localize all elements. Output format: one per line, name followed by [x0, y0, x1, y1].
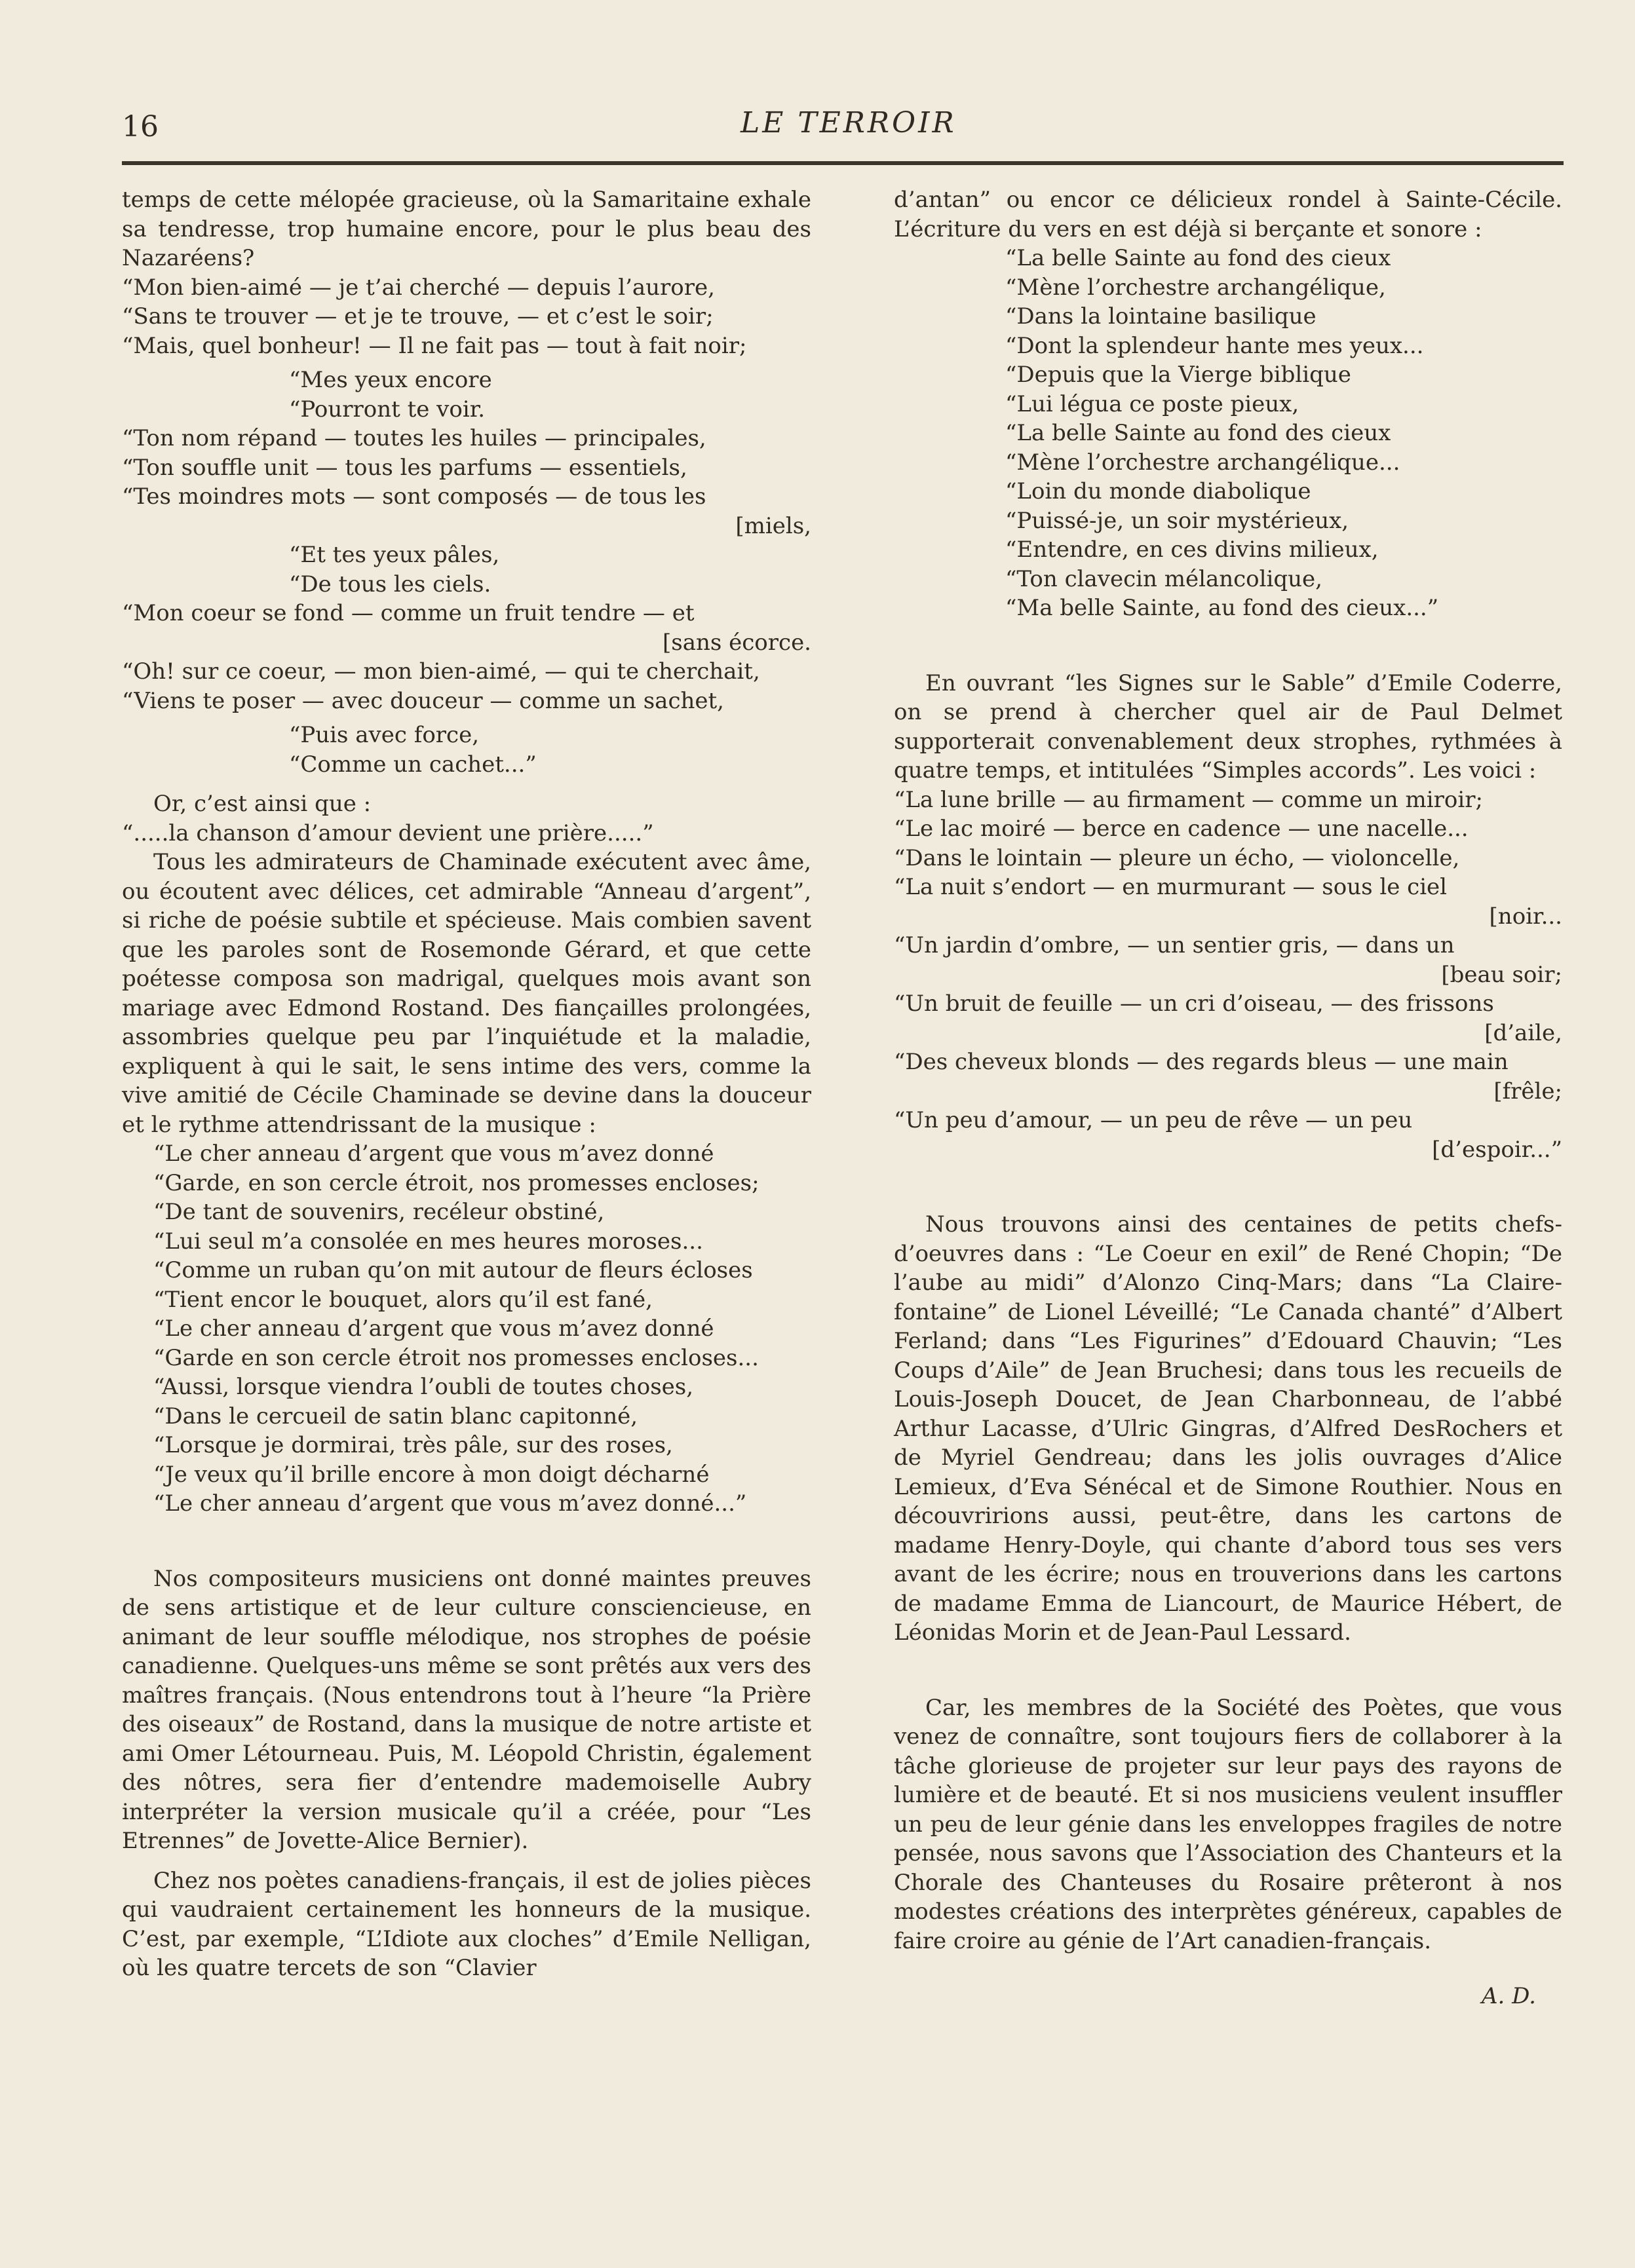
verse-line: “La nuit s’endort — en murmurant — sous le ciel	[894, 874, 1448, 900]
paragraph: Nous trouvons ainsi des centaines de petits chefs-d’oeuvres dans : “Le Coeur en exil” de René Chopin; “De l’aube au midi” d’Alonzo Cinq-Mars; dans “La Claire-fontaine” de Lionel Léveillé; “Le Canada chanté” d’Albert Ferland; dans “Les Figurines” d’Edouard Chauvin; “Les Coups d’Aile” de Jean Bruchesi; dans tous les recueils de Louis-Joseph Doucet, de Jean Charbonneau, de l’abbé Arthur Lacasse, d’Ulric Gingras, d’Alfred DesRochers et de Myriel Gendreau; dans les jolis ouvrages d’Alice Lemieux, d’Eva Sénécal et de Simone Routhier. Nous en découvririons aussi, peut-être, dans les cartons de madame Henry-Doyle, qui chante d’abord tous ses vers avant de les écrire; nous en trouverions dans les cartons de madame Emma de Liancourt, de Maurice Hébert, de Léonidas Morin et de Jean-Paul Lessard.	[894, 1211, 1562, 1646]
paragraph: Nos compositeurs musiciens ont donné maintes preuves de sens artistique et de leur culture consciencieuse, en animant de leur souffle mélodique, nos strophes de poésie canadienne. Quelques-uns même se sont prêtés aux vers des maîtres français. (Nous entendrons tout à l’heure “la Prière des oiseaux” de Rostand, dans la musique de notre artiste et ami Omer Létourneau. Puis, M. Léopold Christin, également des nôtres, sera fier d’entendre mademoiselle Aubry interpréter la version musicale qu’il a créée, pour “Les Etrennes” de Jovette-Alice Bernier).	[122, 1565, 811, 1854]
verse-line: “Ma belle Sainte, au fond des cieux...”	[1005, 595, 1439, 621]
verse-line-runover: [sans écorce.	[663, 629, 811, 656]
paragraph: Tous les admirateurs de Chaminade exécutent avec âme, ou écoutent avec délices, cet admirable “Anneau d’argent”, si riche de poésie subtile et spécieuse. Mais combien savent que les paroles sont de Rosemonde Gérard, et que cette poétesse composa son madrigal, quelques mois avant son mariage avec Edmond Rostand. Des fiançailles prolongées, assombries quelque peu par l’inquiétude et la maladie, expliquent à qui le sait, le sens intime des vers, comme la vive amitié de Cécile Chaminade se devine dans la douceur et le rythme attendrissant de la musique :	[122, 849, 811, 1138]
verse-line: “Mène l’orchestre archangélique...	[1005, 449, 1400, 476]
verse-line: “Et tes yeux pâles,	[289, 542, 500, 568]
verse-line: “Mais, quel bonheur! — Il ne fait pas — tout à fait noir;	[122, 332, 747, 359]
verse-line: “Mes yeux encore	[289, 367, 492, 393]
verse-line: “Tes moindres mots — sont composés — de tous les	[122, 483, 706, 510]
paragraph: En ouvrant “les Signes sur le Sable” d’Emile Coderre, on se prend à chercher quel air de Paul Delmet supporterait convenablement deux strophes, rythmées à quatre temps, et intitulées “Simples accords”. Les voici :	[894, 670, 1562, 784]
verse-line: “Depuis que la Vierge biblique	[1005, 362, 1351, 388]
verse-line: “Ton nom répand — toutes les huiles — principales,	[122, 425, 706, 451]
right-column	[894, 185, 1562, 2011]
verse-line-runover: [d’espoir...”	[1432, 1136, 1562, 1163]
verse-line: “Garde en son cercle étroit nos promesses encloses...	[153, 1344, 759, 1371]
paragraph: Or, c’est ainsi que :	[153, 791, 372, 817]
verse-line: “Dont la splendeur hante mes yeux...	[1005, 332, 1424, 359]
running-title: LE TERROIR	[741, 106, 957, 140]
paragraph: Chez nos poètes canadiens-français, il est de jolies pièces qui vaudraient certainement les honneurs de la musique. C’est, par exemple, “L’Idiote aux cloches” d’Emile Nelligan, où les quatre tercets de son “Clavier	[122, 1867, 811, 1981]
left-column	[122, 185, 811, 1983]
verse-line: “Lui légua ce poste pieux,	[1005, 390, 1299, 417]
verse-line-runover: [miels,	[735, 512, 811, 539]
verse-line: “Le cher anneau d’argent que vous m’avez donné	[153, 1141, 714, 1167]
page-header	[0, 0, 1635, 170]
verse-line: “De tous les ciels.	[289, 571, 491, 597]
verse-block	[122, 273, 811, 425]
verse-line: “Le cher anneau d’argent que vous m’avez donné...”	[153, 1490, 747, 1517]
verse-line: “De tant de souvenirs, recéleur obstiné,	[153, 1199, 605, 1225]
verse-block	[122, 424, 811, 599]
signature: A. D.	[1481, 1983, 1536, 2009]
verse-line: “Pourront te voir.	[289, 396, 486, 423]
verse-line: “Des cheveux blonds — des regards bleus — une main	[894, 1049, 1509, 1075]
verse-line: “Le lac moiré — berce en cadence — une nacelle...	[894, 816, 1469, 842]
verse-line: “La belle Sainte au fond des cieux	[1005, 420, 1391, 446]
verse-line: “Dans la lointaine basilique	[1005, 303, 1317, 330]
verse-line: “Aussi, lorsque viendra l’oubli de toutes choses,	[153, 1374, 694, 1400]
verse-line: “Un jardin d’ombre, — un sentier gris, — dans un	[894, 932, 1455, 958]
verse-line: “Oh! sur ce coeur, — mon bien-aimé, — qui te cherchait,	[122, 658, 760, 685]
verse-line-runover: [noir...	[1489, 903, 1562, 930]
verse-line: “Puissé-je, un soir mystérieux,	[1005, 507, 1349, 534]
verse-block	[894, 244, 1562, 623]
verse-line: “Loin du monde diabolique	[1005, 478, 1311, 504]
verse-line-runover: [frêle;	[1493, 1078, 1562, 1105]
header-rule	[122, 161, 1564, 165]
verse-line: “Comme un cachet...”	[289, 751, 537, 778]
verse-line: “Garde, en son cercle étroit, nos promesses encloses;	[153, 1169, 760, 1196]
paragraph: d’antan” ou encor ce délicieux rondel à Sainte-Cécile. L’écriture du vers en est déjà si berçante et sonore :	[894, 187, 1562, 242]
verse-line: “La belle Sainte au fond des cieux	[1005, 245, 1391, 271]
page-number: 16	[122, 110, 159, 143]
verse-line: “Dans le lointain — pleure un écho, — violoncelle,	[894, 844, 1460, 871]
verse-line: “Ton clavecin mélancolique,	[1005, 565, 1322, 592]
verse-line-runover: [d’aile,	[1484, 1019, 1562, 1046]
paragraph: Car, les membres de la Société des Poètes, que vous venez de connaître, sont toujours fiers de collaborer à la tâche glorieuse de projeter sur leur pays des rayons de lumière et de beauté. Et si nos musiciens veulent insuffler un peu de leur génie dans les enveloppes fragiles de notre pensée, nous savons que l’Association des Chanteurs et la Chorale des Chanteuses du Rosaire prêteront à nos modestes créations des interprètes généreux, capables de faire croire au génie de l’Art canadien-français.	[894, 1694, 1562, 1954]
verse-line: “Puis avec force,	[289, 722, 480, 748]
verse-line: “Tient encor le bouquet, alors qu’il est fané,	[153, 1286, 653, 1313]
verse-line: “Comme un ruban qu’on mit autour de fleurs écloses	[153, 1257, 753, 1283]
paragraph: temps de cette mélopée gracieuse, où la Samaritaine exhale sa tendresse, trop humaine encore, pour le plus beau des Nazaréens?	[122, 187, 811, 271]
verse-line: “Viens te poser — avec douceur — comme un sachet,	[122, 687, 724, 714]
verse-block	[894, 785, 1562, 1165]
verse-line: “Lorsque je dormirai, très pâle, sur des roses,	[153, 1432, 673, 1458]
verse-line: “Dans le cercueil de satin blanc capitonné,	[153, 1403, 638, 1429]
verse-line: “Un peu d’amour, — un peu de rêve — un peu	[894, 1107, 1413, 1133]
verse-line: “Sans te trouver — et je te trouve, — et c’est le soir;	[122, 303, 714, 330]
verse-block	[122, 599, 811, 779]
verse-line: “Ton souffle unit — tous les parfums — essentiels,	[122, 454, 687, 481]
verse-line: “Entendre, en ces divins milieux,	[1005, 537, 1379, 563]
verse-line: “Lui seul m’a consolée en mes heures moroses...	[153, 1228, 703, 1255]
verse-line: “Le cher anneau d’argent que vous m’avez donné	[153, 1315, 714, 1342]
verse-line: “La lune brille — au firmament — comme un miroir;	[894, 786, 1483, 813]
verse-line: “Mène l’orchestre archangélique,	[1005, 274, 1386, 301]
verse-block	[122, 1139, 811, 1519]
verse-line: “Je veux qu’il brille encore à mon doigt décharné	[153, 1461, 710, 1488]
verse-line-runover: [beau soir;	[1441, 961, 1562, 988]
verse-line: “Mon coeur se fond — comme un fruit tendre — et	[122, 600, 695, 626]
verse-line: “Mon bien-aimé — je t’ai cherché — depuis l’aurore,	[122, 274, 715, 301]
quote-line: “.....la chanson d’amour devient une prière.....”	[122, 820, 654, 846]
verse-line: “Un bruit de feuille — un cri d’oiseau, — des frissons	[894, 991, 1494, 1017]
